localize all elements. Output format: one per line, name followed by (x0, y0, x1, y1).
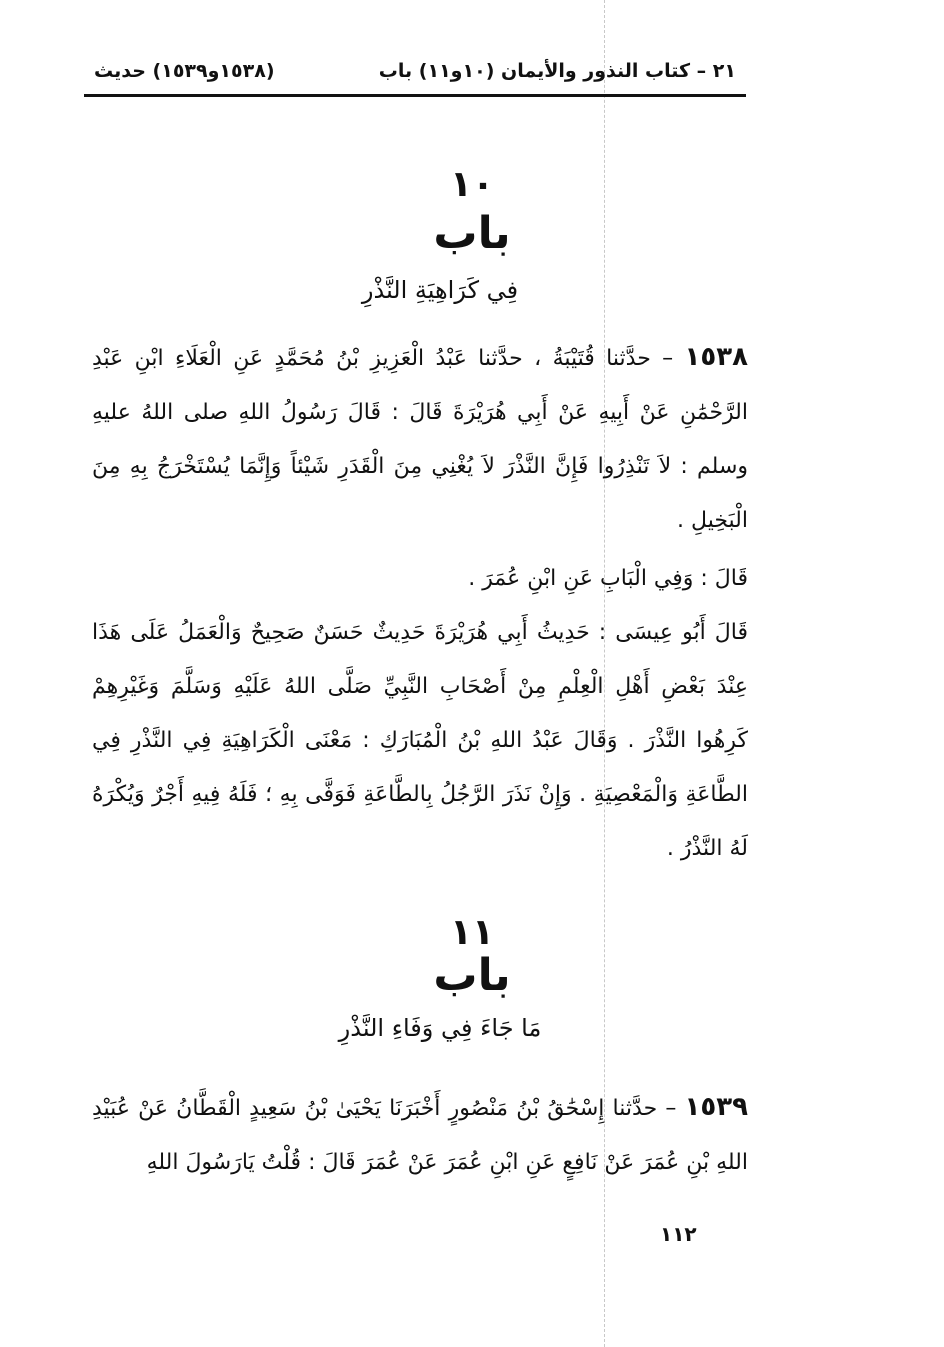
commentary-paragraph: قَالَ أَبُو عِيسَى : حَدِيثُ أَبِي هُرَيْرَةَ حَدِيثٌ حَسَنٌ صَحِيحٌ وَالْعَمَلُ عَلَى هَذَا عِنْدَ بَعْضِ أَهْلِ الْعِلْمِ مِنْ أَصْحَابِ النَّبِيِّ صَلَّى اللهُ عَلَيْهِ وَسَلَّمَ وَغَيْرِهِمْ كَرِهُوا النَّذْرَ . وَقَالَ عَبْدُ اللهِ بْنُ الْمُبَارَكِ : مَعْنَى الْكَرَاهِيَةِ فِي النَّذْرِ فِي الطَّاعَةِ وَالْمَعْصِيَةِ . وَإِنْ نَذَرَ الرَّجُلُ بِالطَّاعَةِ فَوَفَّى بِهِ ؛ فَلَهُ فِيهِ أَجْرٌ وَيُكْرَهُ لَهُ النَّذْرُ . (92, 620, 748, 861)
chapter-number: ١١ (450, 912, 494, 953)
header-hadith-range: (١٥٣٨و١٥٣٩) حديث (94, 60, 275, 82)
hadith-number: ١٥٣٩ (684, 1092, 748, 1122)
page-number: ١١٢ (660, 1222, 697, 1246)
hadith-paragraph (92, 1080, 748, 1190)
chapter-label: باب (433, 208, 511, 259)
hadith-paragraph (92, 330, 748, 548)
chapter-note: قَالَ : وَفِي الْبَابِ عَنِ ابْنِ عُمَرَ . (468, 566, 748, 591)
hadith-text: – حدَّثنا إِسْحَٰقُ بْنُ مَنْصُورٍ أَخْبَرَنَا يَحْيَىٰ بْنُ سَعِيدٍ الْقَطَّانُ عَنْ عُبَيْدِ اللهِ بْنِ عُمَرَ عَنْ نَافِعٍ عَنِ ابْنِ عُمَرَ عَنْ عُمَرَ قَالَ : قُلْتُ يَارَسُولَ اللهِ (92, 1096, 748, 1175)
header-book-chapter: ٢١ – كتاب النذور والأيمان (١٠و١١) باب (378, 60, 736, 82)
chapter-label: باب (433, 950, 511, 1001)
hadith-number: ١٥٣٨ (684, 342, 748, 372)
chapter-number: ١٠ (450, 164, 494, 205)
running-header (84, 56, 746, 97)
hadith-text: – حدَّثنا قُتَيْبَةُ ، حدَّثنا عَبْدُ الْعَزِيزِ بْنُ مُحَمَّدٍ عَنِ الْعَلَاءِ ابْنِ عَبْدِ الرَّحْمَٰنِ عَنْ أَبِيهِ عَنْ أَبِي هُرَيْرَةَ قَالَ : قَالَ رَسُولُ اللهِ صلى اللهُ عليهِ وسلم : لاَ تَنْذِرُوا فَإِنَّ النَّذْرَ لاَ يُغْنِي مِنَ الْقَدَرِ شَيْئاً وَإِنَّمَا يُسْتَخْرَجُ بِهِ مِنَ الْبَخِيلِ . (92, 346, 748, 533)
chapter-title: فِي كَرَاهِيَةِ النَّذْرِ (361, 276, 519, 304)
chapter-title: مَا جَاءَ فِي وَفَاءِ النَّذْرِ (338, 1014, 542, 1042)
